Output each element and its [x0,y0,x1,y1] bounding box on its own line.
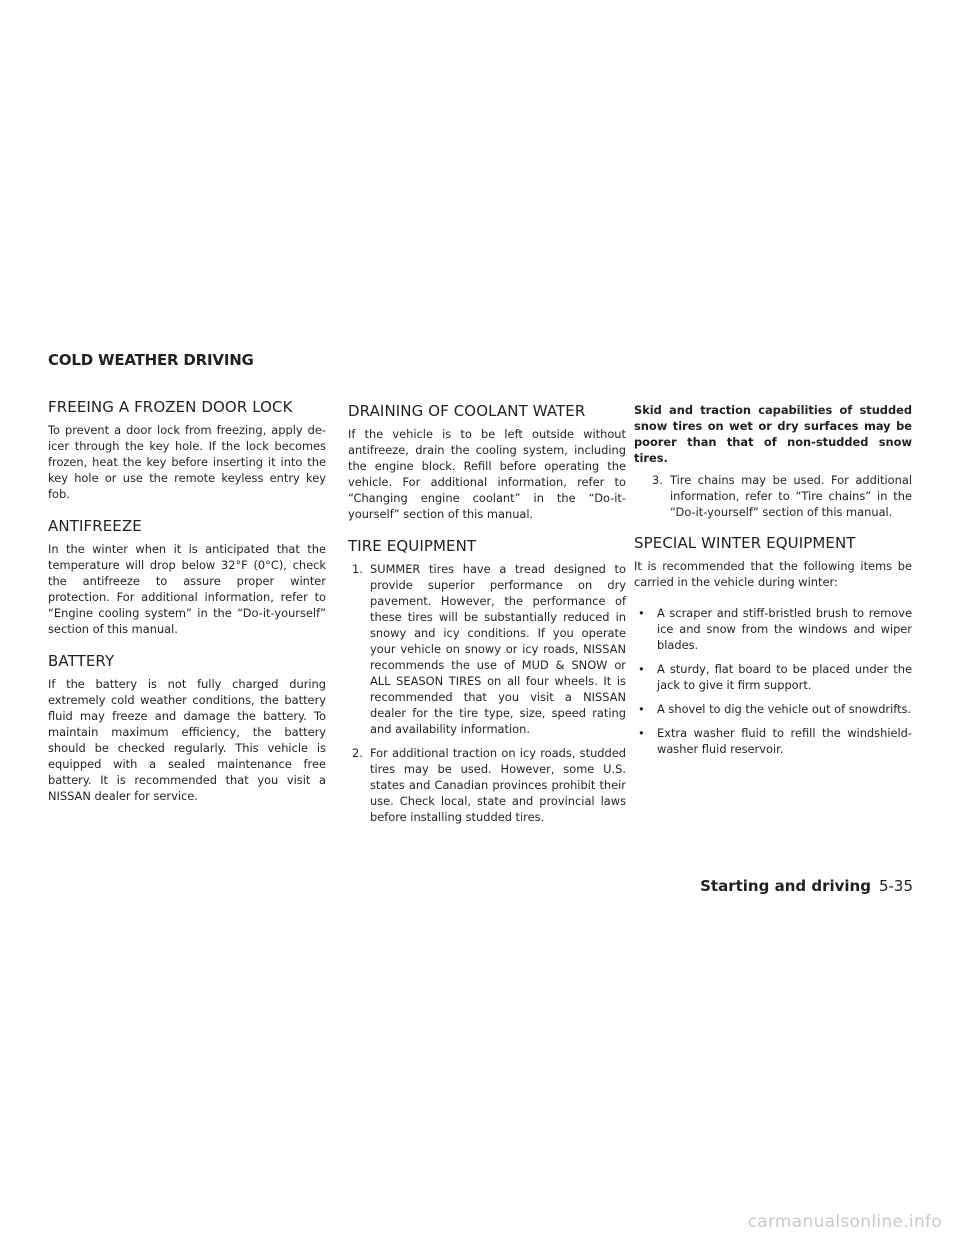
list-item-text: A sturdy, flat board to be placed under the jack to give it firm support. [657,662,912,692]
list-item-text: A shovel to dig the vehicle out of snowdrifts. [657,702,912,716]
list-item-text: Tire chains may be used. For additional information, refer to “Tire chains” in the “Do-it-yourself” section of this manual. [670,473,912,519]
footer-page-number: 5-35 [878,877,913,895]
list-item [352,561,626,737]
tire-equipment-list-continued [634,472,912,520]
column-left [48,398,326,819]
heading-freeing-door-lock: FREEING A FROZEN DOOR LOCK [48,398,293,416]
heading-draining-coolant: DRAINING OF COOLANT WATER [348,402,586,420]
list-item-text: Extra washer fluid to refill the windshield-washer fluid reservoir. [657,726,912,756]
list-number: 1. [352,562,363,576]
watermark: carmanualsonline.info [747,1212,942,1232]
paragraph-battery: If the battery is not fully charged during extremely cold weather conditions, the battery fluid may freeze and damage the battery. To maintain maximum efficiency, the battery should be checked regularly. This vehicle is equipped with a sealed maintenance free battery. It is recommended that you visit a NISSAN dealer for service. [48,677,326,803]
bullet-icon: • [638,726,645,740]
list-item [638,661,912,693]
paragraph-draining-coolant: If the vehicle is to be left outside without antifreeze, drain the cooling system, including the engine block. Refill before operating the vehicle. For additional information, refer to “Changing engine coolant” in the “Do-it-yourself” section of this manual. [348,427,626,521]
list-item [638,725,912,757]
list-item-text: A scraper and stiff-bristled brush to remove ice and snow from the windows and wiper blades. [657,606,912,652]
paragraph-antifreeze: In the winter when it is anticipated that the temperature will drop below 32°F (0°C), check the antifreeze to assure proper winter protection. For additional information, refer to “Engine cooling system” in the “Do-it-yourself” section of this manual. [48,542,326,636]
paragraph-special-winter-equipment: It is recommended that the following items be carried in the vehicle during winter: [634,559,912,589]
page-footer [700,877,913,895]
heading-tire-equipment: TIRE EQUIPMENT [348,537,477,555]
section-title: COLD WEATHER DRIVING [48,351,254,369]
tire-equipment-list [348,561,626,825]
list-number: 3. [652,473,663,487]
list-number: 2. [352,746,363,760]
heading-special-winter-equipment: SPECIAL WINTER EQUIPMENT [634,534,856,552]
column-right [634,402,912,771]
studded-tires-note: Skid and traction capabilities of studded snow tires on wet or dry surfaces may be poorer than that of non-studded snow tires. [634,403,912,465]
list-item [638,605,912,653]
heading-antifreeze: ANTIFREEZE [48,517,142,535]
bullet-icon: • [638,606,645,620]
bullet-icon: • [638,662,645,676]
list-item-text: SUMMER tires have a tread designed to provide superior performance on dry pavement. However, the performance of these tires will be substantially reduced in snowy and icy conditions. If you operate your vehicle on snowy or icy roads, NISSAN recommends the use of MUD & SNOW or ALL SEASON TIRES on all four wheels. It is recommended that you visit a NISSAN dealer for the tire type, size, speed rating and availability information. [370,562,626,736]
list-item-text: For additional traction on icy roads, studded tires may be used. However, some U.S. states and Canadian provinces prohibit their use. Check local, state and provincial laws before installing studded tires. [370,746,626,824]
bullet-icon: • [638,702,645,716]
heading-battery: BATTERY [48,652,115,670]
column-middle [348,402,626,839]
list-item [652,472,912,520]
footer-chapter: Starting and driving [700,877,871,895]
list-item [638,701,912,717]
list-item [352,745,626,825]
paragraph-freeing-door-lock: To prevent a door lock from freezing, apply de-icer through the key hole. If the lock becomes frozen, heat the key before inserting it into the key hole or use the remote keyless entry key fob. [48,423,326,501]
winter-equipment-list [634,605,912,757]
